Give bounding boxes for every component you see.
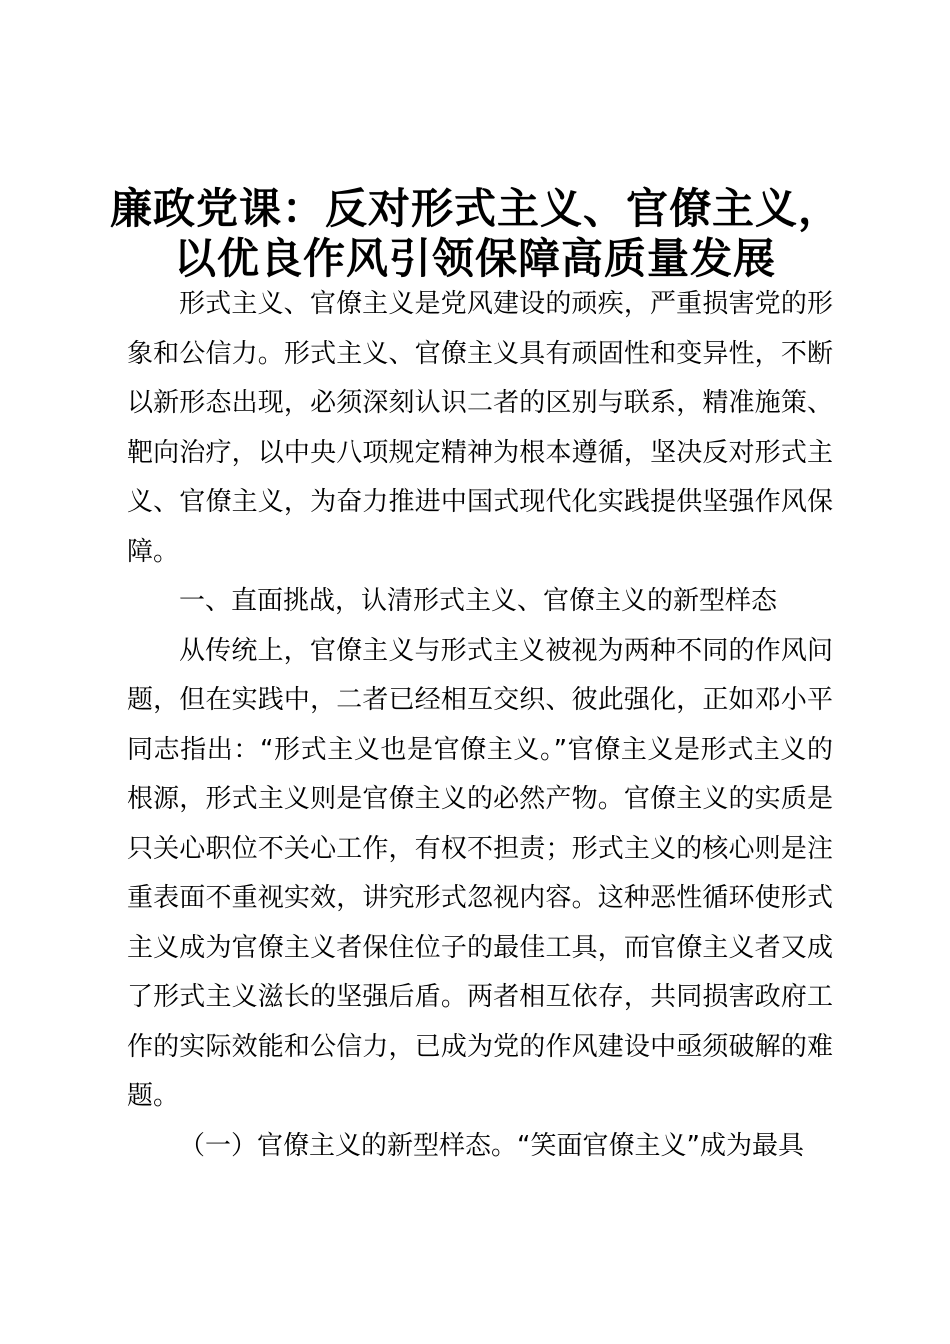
document-body (127, 280, 833, 1171)
intro-paragraph: 形式主义、官僚主义是党风建设的顽疾，严重损害党的形象和公信力。形式主义、官僚主义具有顽固性和变异性，不断以新形态出现，必须深刻认识二者的区别与联系，精准施策、靶向治疗，以中央八项规定精神为根本遵循，坚决反对形式主义、官僚主义，为奋力推进中国式现代化实践提供坚强作风保障。 (127, 289, 833, 567)
document-title-line-1: 廉政党课：反对形式主义、官僚主义， (110, 184, 842, 233)
body-paragraph-2: 从传统上，官僚主义与形式主义被视为两种不同的作风问题，但在实践中，二者已经相互交织、彼此强化，正如邓小平同志指出：“形式主义也是官僚主义。”官僚主义是形式主义的根源，形式主义则是官僚主义的必然产物。官僚主义的实质是只关心职位不关心工作，有权不担责；形式主义的核心则是注重表面不重视实效，讲究形式忽视内容。这种恶性循环使形式主义成为官僚主义者保住位子的最佳工具，而官僚主义者又成了形式主义滋长的坚强后盾。两者相互依存，共同损害政府工作的实际效能和公信力，已成为党的作风建设中亟须破解的难题。 (127, 635, 833, 1111)
section-heading-1: 一、直面挑战，认清形式主义、官僚主义的新型样态 (179, 586, 778, 616)
document-title-line-2: 以优良作风引领保障高质量发展 (173, 234, 776, 283)
subsection-paragraph-1: （一）官僚主义的新型样态。“笑面官僚主义”成为最具 (179, 1130, 804, 1161)
